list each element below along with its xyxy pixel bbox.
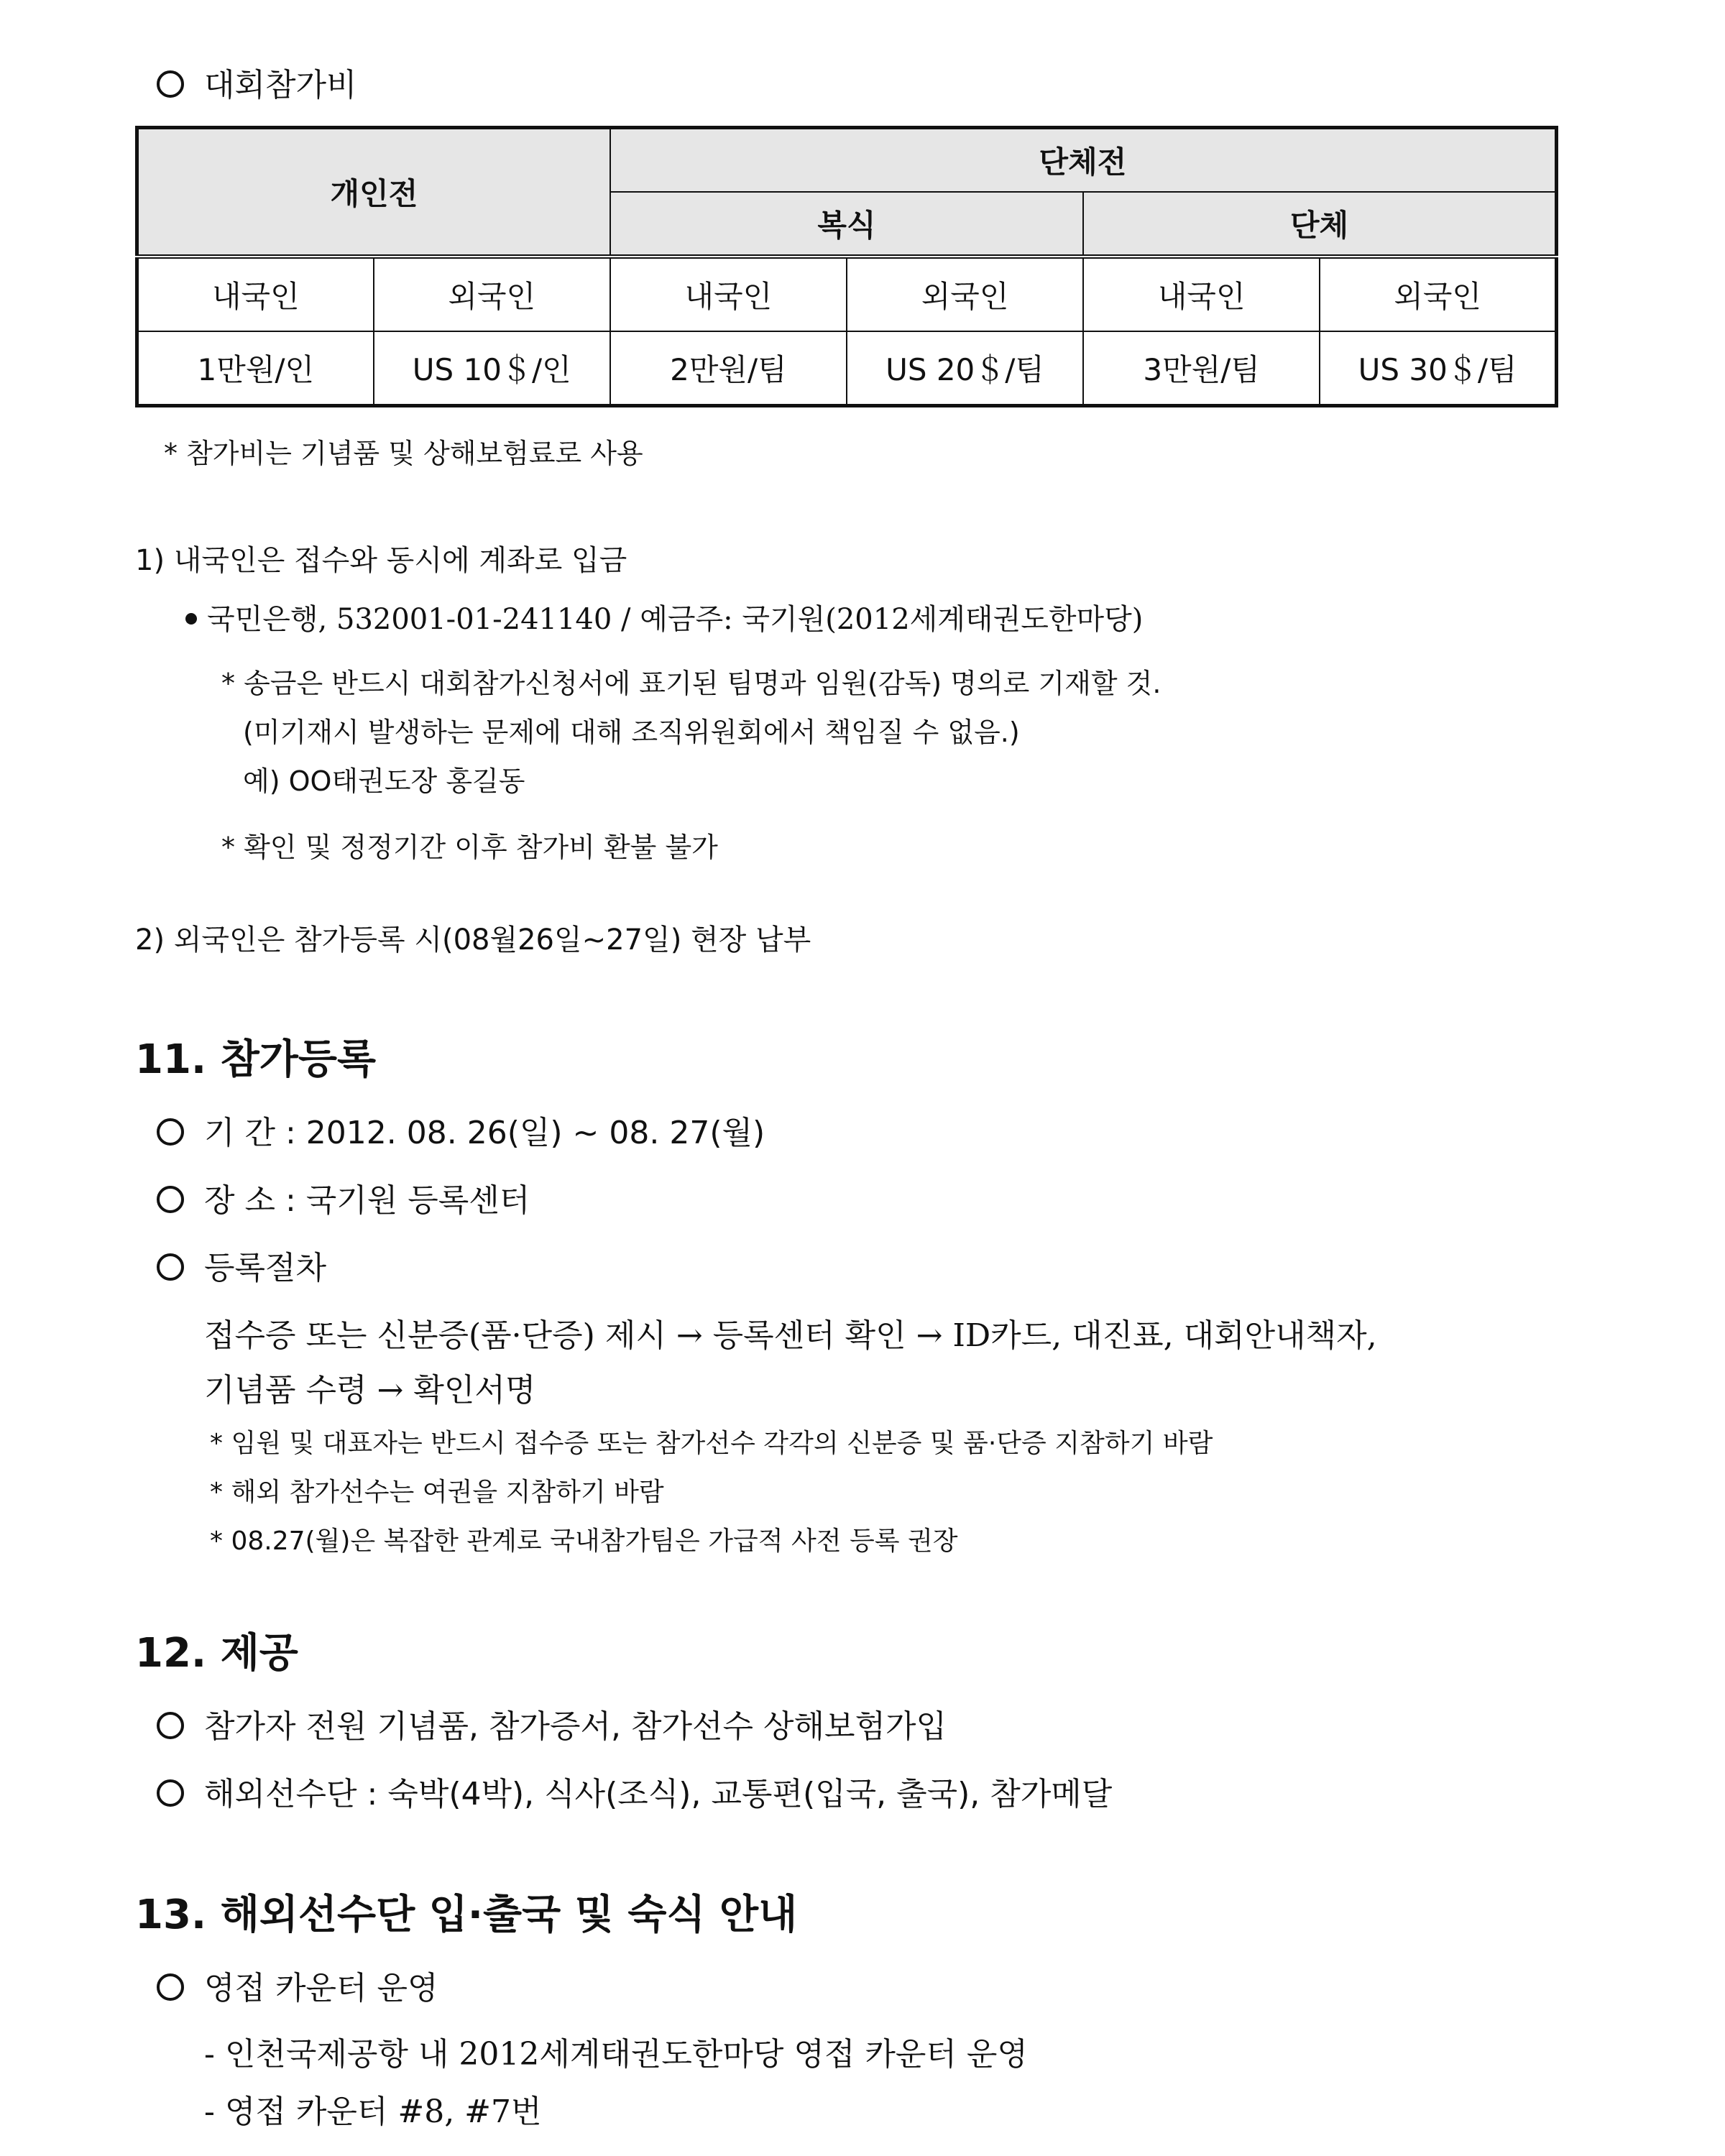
procedure-line-2: 기념품 수령 → 확인서명 xyxy=(204,1372,536,1409)
registration-procedure-title: 등록절차 xyxy=(157,1242,326,1288)
section-13-heading: 13. 해외선수단 입·출국 및 숙식 안내 xyxy=(135,1892,798,1938)
remit-note: * 송금은 반드시 대회참가신청서에 표기된 팀명과 임원(감독) 명의로 기재할 것. xyxy=(221,668,1162,699)
payment-item-2: 2) 외국인은 참가등록 시(08월26일~27일) 현장 납부 xyxy=(135,923,811,957)
registration-period: 기 간 : 2012. 08. 26(일) ~ 08. 27(월) xyxy=(157,1107,765,1153)
registration-note: * 해외 참가선수는 여권을 지참하기 바람 xyxy=(210,1478,664,1507)
fee-value: 3만원/팀 xyxy=(1083,331,1320,406)
fee-section-title: 대회참가비 xyxy=(157,59,357,105)
refund-note: * 확인 및 정정기간 이후 참가비 환불 불가 xyxy=(221,831,718,863)
section-11-heading: 11. 참가등록 xyxy=(135,1036,377,1083)
procedure-line-1: 접수증 또는 신분증(품·단증) 제시 → 등록센터 확인 → ID카드, 대진표, 대회안내책자, xyxy=(204,1317,1377,1354)
circle-bullet-icon xyxy=(157,1712,184,1739)
reception-sub-2: - 영접 카운터 #8, #7번 xyxy=(204,2093,542,2130)
header-team-event: 단체전 xyxy=(610,128,1557,193)
reception-sub-1: - 인천국제공항 내 2012세계태권도한마당 영접 카운터 운영 xyxy=(204,2036,1028,2073)
circle-bullet-icon xyxy=(157,1118,184,1146)
fee-note: * 참가비는 기념품 및 상해보험료로 사용 xyxy=(164,438,643,469)
dot-bullet-icon xyxy=(185,613,197,625)
header-team: 단체 xyxy=(1083,192,1556,257)
provision-item-1: 참가자 전원 기념품, 참가증서, 참가선수 상해보험가입 xyxy=(157,1700,947,1746)
fee-value: US 20＄/팀 xyxy=(847,331,1083,406)
header-individual: 개인전 xyxy=(137,128,610,257)
registration-note: * 08.27(월)은 복잡한 관계로 국내참가팀은 가급적 사전 등록 권장 xyxy=(210,1526,958,1556)
fee-value: US 30＄/팀 xyxy=(1320,331,1556,406)
circle-bullet-icon xyxy=(157,70,184,98)
column-header: 내국인 xyxy=(1083,257,1320,331)
fee-table xyxy=(135,126,1558,407)
fee-value: US 10＄/인 xyxy=(374,331,610,406)
fee-value: 2만원/팀 xyxy=(610,331,847,406)
column-header: 내국인 xyxy=(610,257,847,331)
reception-counter-item: 영접 카운터 운영 xyxy=(157,1962,438,2008)
remit-note-2: (미기재시 발생하는 문제에 대해 조직위원회에서 책임질 수 없음.) xyxy=(243,717,1020,748)
column-header: 외국인 xyxy=(374,257,610,331)
circle-bullet-icon xyxy=(157,1186,184,1213)
section-12-heading: 12. 제공 xyxy=(135,1630,298,1677)
payment-item-1: 1) 내국인은 접수와 동시에 계좌로 입금 xyxy=(135,544,627,577)
circle-bullet-icon xyxy=(157,1253,184,1281)
registration-note: * 임원 및 대표자는 반드시 접수증 또는 참가선수 각각의 신분증 및 품·단증 지참하기 바람 xyxy=(210,1429,1213,1458)
circle-bullet-icon xyxy=(157,1973,184,2001)
remit-example: 예) OO태권도장 홍길동 xyxy=(243,765,525,797)
column-header: 내국인 xyxy=(137,257,374,331)
fee-value: 1만원/인 xyxy=(137,331,374,406)
bank-account-line: 국민은행, 532001-01-241140 / 예금주: 국기원(2012세계태권도한마당) xyxy=(185,596,1143,637)
provision-item-2: 해외선수단 : 숙박(4박), 식사(조식), 교통편(입국, 출국), 참가메달 xyxy=(157,1768,1112,1814)
header-doubles: 복식 xyxy=(610,192,1083,257)
column-header: 외국인 xyxy=(1320,257,1556,331)
circle-bullet-icon xyxy=(157,1779,184,1807)
column-header: 외국인 xyxy=(847,257,1083,331)
registration-place: 장 소 : 국기원 등록센터 xyxy=(157,1174,530,1220)
